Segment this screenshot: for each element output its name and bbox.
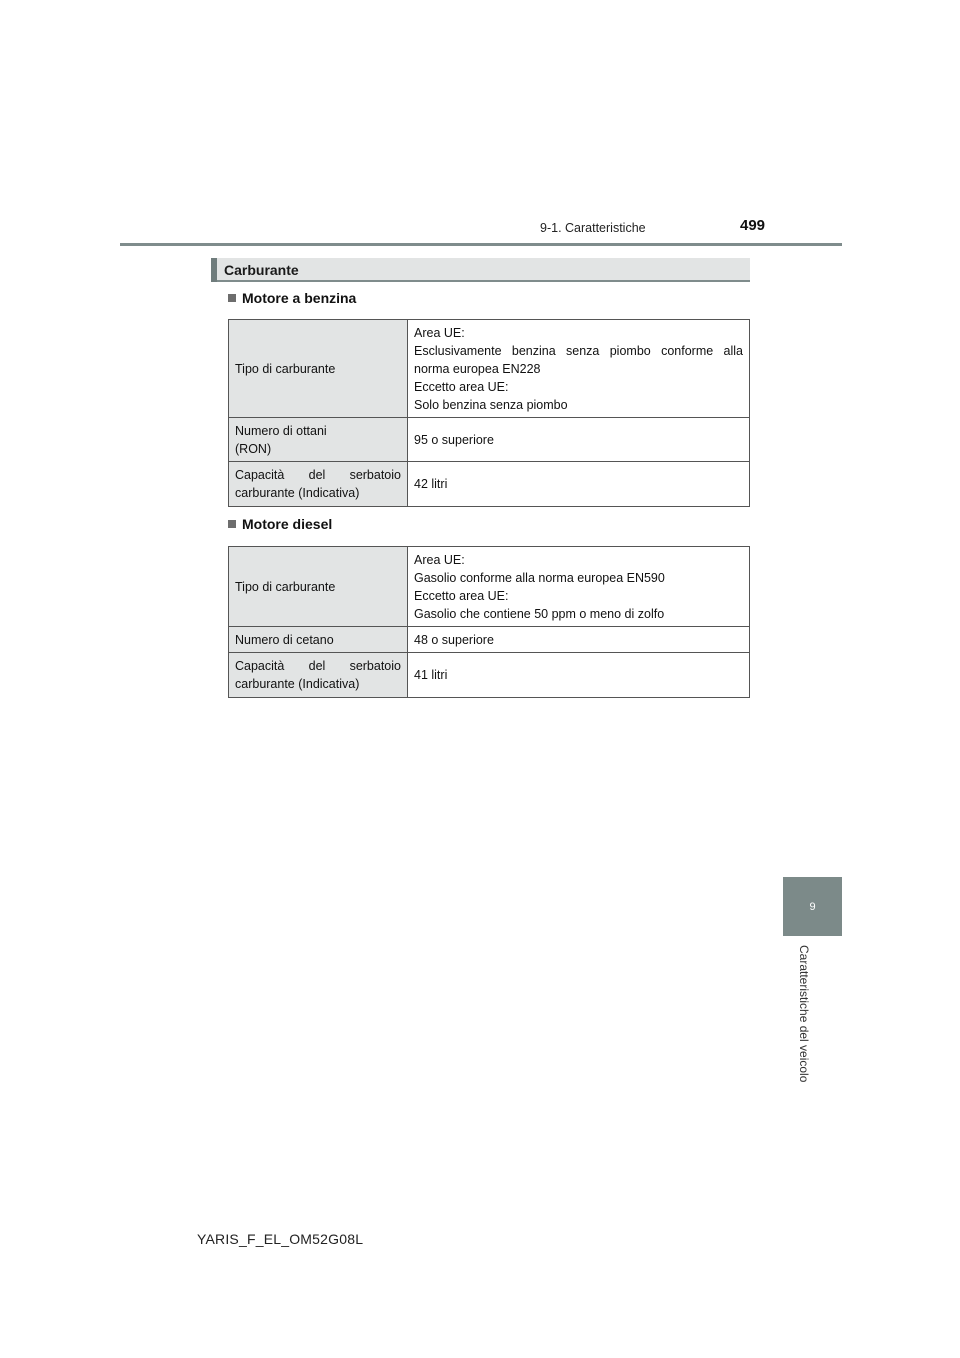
- cell-line: 42 litri: [414, 477, 448, 491]
- cell-line: Numero di cetano: [235, 632, 334, 647]
- cell-line: Esclusivamente benzina senza piombo conforme alla norma europea EN228: [414, 343, 743, 376]
- table-cell-label: [229, 320, 408, 418]
- table-cell-value: [408, 320, 750, 418]
- chapter-title-vertical: Caratteristiche del veicolo: [797, 945, 811, 1083]
- diesel-heading-text: Motore diesel: [242, 516, 333, 532]
- cell-line: Area UE:: [414, 325, 465, 340]
- table-cell-value: [408, 547, 750, 627]
- table-cell-value: [408, 462, 750, 507]
- cell-line: Gasolio che contiene 50 ppm o meno di zolfo: [414, 606, 665, 621]
- table-row: [229, 462, 750, 507]
- cell-line: Tipo di carburante: [235, 361, 336, 376]
- petrol-spec-table: [228, 319, 750, 507]
- square-bullet-icon: [228, 294, 236, 302]
- table-cell-value: [408, 418, 750, 462]
- cell-line: Tipo di carburante: [235, 579, 336, 594]
- cell-line: Gasolio conforme alla norma europea EN590: [414, 570, 665, 585]
- petrol-heading-text: Motore a benzina: [242, 290, 357, 306]
- title-accent: [211, 258, 217, 282]
- table-row: [229, 320, 750, 418]
- cell-line: 95 o superiore: [414, 432, 494, 447]
- running-header-section: 9-1. Caratteristiche: [540, 221, 646, 235]
- table-cell-label: [229, 462, 408, 507]
- table-row: [229, 653, 750, 698]
- table-cell-label: [229, 653, 408, 698]
- cell-line: Capacità del serbatoio carburante (Indicativa): [235, 659, 401, 691]
- cell-line: Numero di ottani: [235, 423, 327, 438]
- diesel-heading: [226, 516, 332, 532]
- table-cell-label: [229, 418, 408, 462]
- document-code: YARIS_F_EL_OM52G08L: [197, 1231, 364, 1247]
- header-rule: [120, 243, 842, 246]
- table-cell-label: [229, 547, 408, 627]
- table-row: [229, 627, 750, 653]
- diesel-spec-table: [228, 546, 750, 698]
- table-cell-value: [408, 627, 750, 653]
- chapter-tab: [783, 877, 842, 936]
- cell-line: Solo benzina senza piombo: [414, 397, 568, 412]
- table-cell-label: [229, 627, 408, 653]
- page-number: 499: [740, 217, 766, 234]
- section-title: Carburante: [224, 262, 299, 278]
- cell-line: Eccetto area UE:: [414, 379, 509, 394]
- cell-line: 41 litri: [414, 668, 448, 682]
- cell-line: 48 o superiore: [414, 632, 494, 647]
- petrol-heading: [226, 290, 356, 306]
- section-title-bar: [211, 258, 750, 282]
- table-row: [229, 547, 750, 627]
- cell-line: Area UE:: [414, 552, 465, 567]
- cell-line: (RON): [235, 441, 272, 456]
- table-cell-value: [408, 653, 750, 698]
- chapter-number: 9: [809, 900, 816, 913]
- square-bullet-icon: [228, 520, 236, 528]
- table-row: [229, 418, 750, 462]
- cell-line: Eccetto area UE:: [414, 588, 509, 603]
- cell-line: Capacità del serbatoio carburante (Indicativa): [235, 468, 401, 500]
